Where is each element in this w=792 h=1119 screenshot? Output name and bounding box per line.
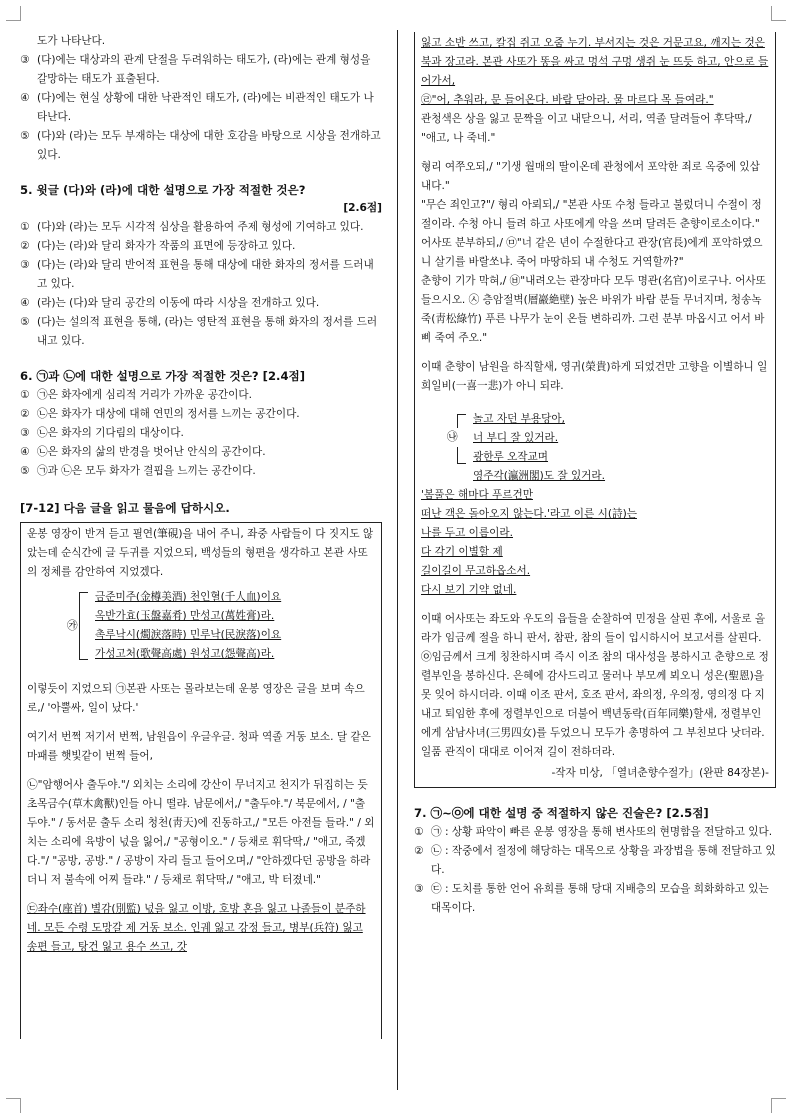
option-number: ③ [414,883,424,895]
poem-mark: ㉯ [447,428,458,447]
passage-paragraph: ㉡"암행어사 출두야."/ 외치는 소리에 강산이 무너지고 천지가 뒤집히는 듯 초목금수(草木禽獸)인들 아니 떨랴. 남문에서,/ "출두야."/ 북문에서, / "출두야." / 동서문 출두 소리 청천(靑天)에 진동하고,/ "모든 아전들 들라." / 외치는 소리에 육방이 넋을 잃어,/ "공형이오." / 등채로 휘닥딱,/ "애고, 죽겠다."/ "공방, 공방." / 공방이 자리 들고 들어오며,/ "안하겠다던 공방을 하라더니 저 불속에 어찌 들랴." / 등채로 휘닥딱,/ "애고, 박 터졌네." [27,779,375,886]
option [20,89,382,127]
poem-line: 가성고처(歌聲高處) 원성고(怨聲高)라. [95,648,275,660]
option-text: ㉡ : 작중에서 절정에 해당하는 대목으로 상황을 과장법을 통해 전달하고 있다. [431,845,776,876]
option-text: ㉠은 화자에게 심리적 거리가 가까운 공간이다. [37,389,253,401]
option-text: ㉡은 화자가 대상에 대해 연민의 정서를 느끼는 공간이다. [37,408,300,420]
option-text: (라)는 (다)와 달리 공간의 이동에 따라 시상을 전개하고 있다. [37,297,320,309]
crop-mark-top-left [6,6,21,21]
passage-paragraph: ㉢좌수(座首) 별감(別監) 넋을 잃고 이방, 호방 혼을 잃고 나졸들이 분주하네. 모든 수령 도망갈 제 거동 보소. 인궤 잃고 강정 들고, 병부(兵符) 잃고 송편 들고, 탕건 잃고 용수 쓰고, 갓 [27,903,366,953]
option-number: ③ [20,427,30,439]
option-number: ② [414,845,424,857]
passage-paragraph: ㉣"어, 추워라, 문 들어온다. 바람 닫아라. 물 마르다 목 들여라." [421,94,714,106]
option-number: ⑤ [20,130,30,142]
question-6 [20,367,382,481]
option-text: ㉠과 ㉡은 모두 화자가 결핍을 느끼는 공간이다. [37,465,256,477]
passage-paragraph: 잃고 소반 쓰고, 칼집 쥐고 오줌 누기. 부서지는 것은 거문고요, 깨지는 것은 북과 장고라. 본관 사또가 똥을 싸고 멍석 구멍 생쥐 눈 뜨듯 하고, 안으로 들어가서, [421,37,769,87]
passage-box-left [20,522,382,1039]
crop-mark-bottom-left [6,1098,21,1113]
passage-box-right [414,32,776,788]
option [414,880,776,918]
passage-paragraph: 이렇듯이 지었으되 ㉠본관 사또는 몰라보는데 운봉 영장은 글을 보며 속으로,/ '아뿔싸, 일이 났다.' [27,683,365,714]
poem-na [421,410,769,467]
option [20,424,382,443]
option-number: ① [414,826,424,838]
option [20,462,382,481]
option-text: (다)에는 현실 상황에 대한 낙관적인 태도가, (라)에는 비관적인 태도가 나타난다. [37,92,374,123]
option [20,443,382,462]
poem-line: 영주각(瀛洲閣)도 잘 있거라. [473,470,606,482]
option [20,127,382,165]
question-5-score: [2.6점] [343,202,382,214]
option-text: (다)와 (라)는 모두 시각적 심상을 활용하여 주제 형성에 기여하고 있다. [37,221,364,233]
option-continuation: 도가 나타난다. [37,35,106,47]
crop-mark-top-right [771,6,786,21]
option-text: (다)는 (라)와 달리 반어적 표현을 통해 대상에 대한 화자의 정서를 드러내고 있다. [37,259,374,290]
poem-line: 다시 보기 기약 없네. [421,584,517,596]
passage-paragraph: 형리 여쭈오되,/ "기생 월매의 딸이온데 관청에서 포악한 죄로 옥중에 있삽내다." [421,161,760,192]
poem-bracket [457,414,466,464]
option [20,313,382,351]
passage-paragraph: 관청색은 상을 잃고 문짝을 이고 내닫으니, 서리, 역졸 달려들어 후닥딱,/ "애고, 나 죽네." [421,113,752,144]
previous-question-tail [20,32,382,165]
option-number: ④ [20,297,30,309]
passage-paragraph: 이때 어사또는 좌도와 우도의 읍들을 순찰하여 민정을 살핀 후에, 서울로 올라가 임금께 절을 하니 판서, 참판, 참의 들이 입시하시어 보고서를 살핀다. ㉧임금께서 크게 칭찬하시며 즉시 이조 참의 대사성을 봉하시고 춘향으로 정렬부인을 봉하신다. 은혜에 감사드리고 물러나 부모께 뵈오니 성은(聖恩)을 못 잊어 하시더라. 이때 이조 판서, 호조 판서, 좌의정, 우의정, 영의정 다 지내고 퇴임한 후에 정렬부인으로 더불어 백년동락(百年同樂)할새, 정렬부인에게 삼남사녀(三男四女)를 두었으니 모두가 총명하여 그 부친보다 낫더라. 일품 관직이 대대로 이어져 길이 전하더라. [421,613,769,758]
poem-ga [27,588,375,664]
poem-mark: ㉮ [67,617,78,636]
option [414,823,776,842]
section-title: [7-12] 다음 글을 읽고 물음에 답하시오. [20,501,230,515]
option [20,237,382,256]
option-number: ② [20,408,30,420]
poem-line: 옥반가효(玉盤嘉肴) 만성고(萬姓膏)라. [95,610,275,622]
option-number: ③ [20,54,30,66]
right-column [414,32,776,918]
passage-paragraph: 어사또 분부하되,/ ㉤"너 같은 년이 수절한다고 관장(官長)에게 포악하였으니 살기를 바랄쏘냐. 죽어 마땅하되 내 수청도 거역할까?" [421,237,763,268]
question-5 [20,181,382,351]
column-divider [397,30,398,1090]
crop-mark-bottom-right [771,1098,786,1113]
option-text: (다)와 (라)는 모두 부재하는 대상에 대한 호감을 바탕으로 시상을 전개하고 있다. [37,130,381,161]
left-column [20,32,382,1039]
passage-paragraph: 여기서 번쩍 저기서 번쩍, 남원읍이 우글우글. 청파 역졸 거동 보소. 달 같은 마패를 햇빛같이 번쩍 들어, [27,731,371,762]
option [20,218,382,237]
option-text: ㉡은 화자의 삶의 반경을 벗어난 안식의 공간이다. [37,446,266,458]
question-7-title: 7. ㉠~㉧에 대한 설명 중 적절하지 않은 진술은? [2.5점] [414,806,709,820]
passage-paragraph: 춘향이 기가 막혀,/ ㉥"내려오는 관장마다 모두 명관(名官)이로구나. 어사또 들으시오. ㉦ 층암절벽(層巖絶壁) 높은 바위가 바람 분들 무너지며, 청송녹죽(靑松綠竹) 푸른 나무가 눈이 온들 변하리까. 그런 분부 마옵시고 어서 바삐 죽여 주오." [421,275,766,344]
option-number: ⑤ [20,465,30,477]
option [20,405,382,424]
poem-line: 떠난 객은 돌아오지 않는다.'라고 이른 시(詩)는 [421,508,637,520]
option-number: ⑤ [20,316,30,328]
poem-bracket [79,592,88,660]
poem-line: 촉루낙시(燭淚落時) 민루낙(民淚落)이요 [95,629,282,641]
poem-line: 놀고 자던 부용당아, [473,413,565,425]
option-number: ③ [20,259,30,271]
poem-line: 다 각기 이별할 제 [421,546,503,558]
option-number: ① [20,221,30,233]
source-credit: -작자 미상, 「열녀춘향수절가」(완판 84장본)- [551,767,769,779]
option-number: ④ [20,446,30,458]
option [20,294,382,313]
option-text: (다)에는 대상과의 관계 단절을 두려워하는 태도가, (라)에는 관계 형성을 갈망하는 태도가 표출된다. [37,54,371,85]
question-6-title: 6. ㉠과 ㉡에 대한 설명으로 가장 적절한 것은? [2.4점] [20,369,306,383]
option-number: ① [20,389,30,401]
option [20,51,382,89]
option-number: ② [20,240,30,252]
poem-line: 너 부디 잘 있거라. [473,432,559,444]
option-text: ㉡은 화자의 기다림의 대상이다. [37,427,184,439]
question-7 [414,804,776,918]
option [20,256,382,294]
passage-paragraph: 이때 춘향이 남원을 하직할새, 영귀(榮貴)하게 되었건만 고향을 이별하니 일희일비(一喜一悲)가 아니 되랴. [421,361,768,392]
poem-continuation [421,467,769,600]
poem-line: 금준미주(金樽美酒) 천인혈(千人血)이요 [95,591,282,603]
poem-line: 나를 두고 이름이라. [421,527,513,539]
poem-line: 광한루 오작교며 [473,451,549,463]
option [414,842,776,880]
option-text: (다)는 설의적 표현을 통해, (라)는 영탄적 표현을 통해 화자의 정서를 드러내고 있다. [37,316,378,347]
option-text: (다)는 (라)와 달리 화자가 작품의 표면에 등장하고 있다. [37,240,296,252]
poem-line: 길이길이 무고하옵소서. [421,565,531,577]
passage-paragraph: 운봉 영장이 반겨 듣고 필연(筆硯)을 내어 주니, 좌중 사람들이 다 짓지도 않았는데 순식간에 글 두귀를 지었으되, 백성들의 형편을 생각하고 본관 사또의 정체를 감안하여 지었겠다. [27,528,374,578]
option-number: ④ [20,92,30,104]
option-text: ㉠ : 상황 파악이 빠른 운봉 영장을 통해 변사또의 현명함을 전달하고 있다. [431,826,773,838]
poem-line: '봄풀은 해마다 푸르건만 [421,489,533,501]
option-text: ㉢ : 도치를 통한 언어 유희를 통해 당대 지배층의 모습을 희화화하고 있는 대목이다. [431,883,769,914]
option [20,386,382,405]
passage-paragraph: "무슨 죄인고?"/ 형리 아뢰되,/ "본관 사또 수청 들라고 불렀더니 수절이 정절이라. 수청 아니 들려 하고 사또에게 악을 쓰며 달려든 춘향이로소이다." [421,199,762,230]
question-5-title: 5. 윗글 (다)와 (라)에 대한 설명으로 가장 적절한 것은? [20,183,306,197]
